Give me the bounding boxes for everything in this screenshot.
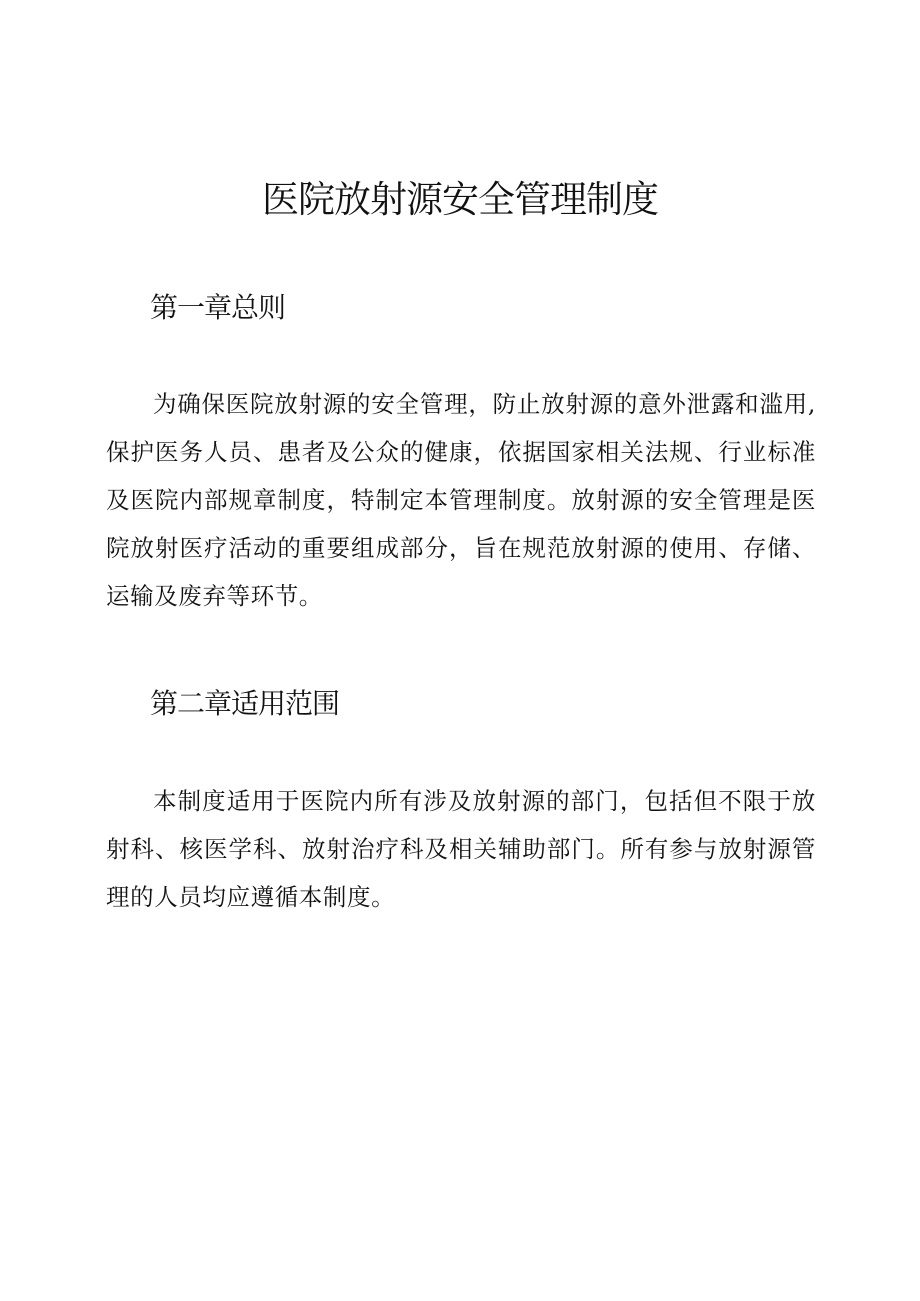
chapter-2-heading: 第二章适用范围 [150, 687, 340, 720]
chapter-1-paragraph: 为确保医院放射源的安全管理，防止放射源的意外泄露和滥用,保护医务人员、患者及公众的健康，依据国家相关法规、行业标准及医院内部规章制度，特制定本管理制度。放射源的安全管理是医院放射医疗活动的重要组成部分，旨在规范放射源的使用、存储、运输及废弃等环节。 [106, 390, 816, 610]
document-title: 医院放射源安全管理制度 [262, 178, 658, 221]
chapter-2-paragraph: 本制度适用于医院内所有涉及放射源的部门，包括但不限于放射科、核医学科、放射治疗科及相关辅助部门。所有参与放射源管理的人员均应遵循本制度。 [106, 787, 816, 911]
chapter-1-heading: 第一章总则 [150, 291, 286, 324]
